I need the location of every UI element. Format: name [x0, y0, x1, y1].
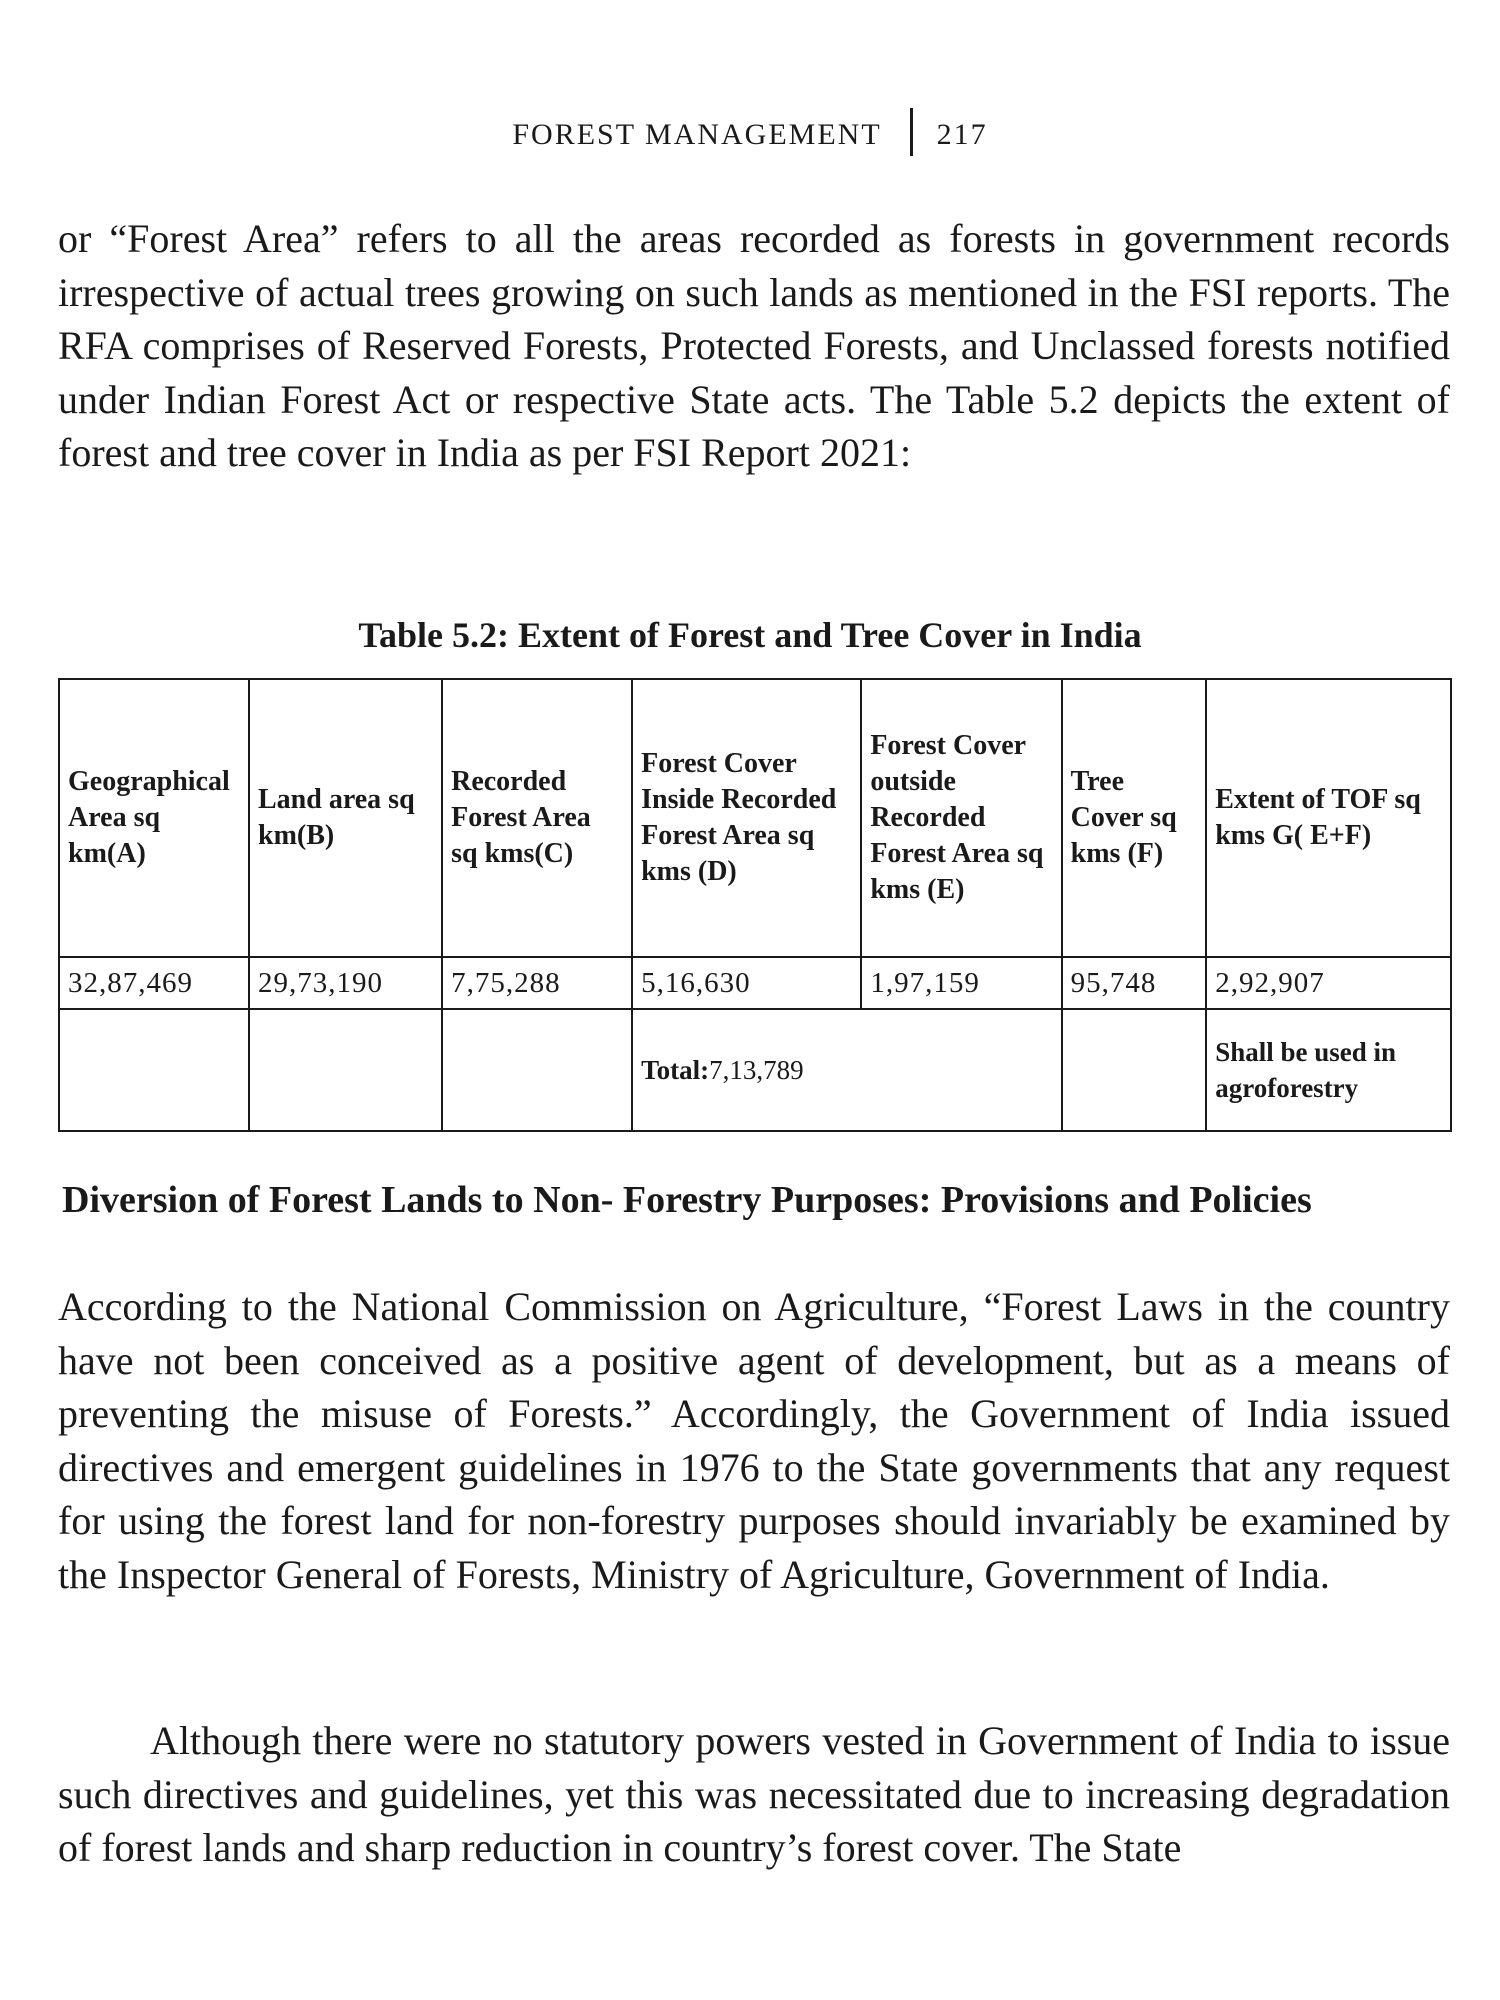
- value-forest-cover-inside: 5,16,630: [632, 957, 861, 1009]
- table-total-row: [59, 1009, 1451, 1131]
- running-head-divider: [910, 108, 913, 156]
- empty-cell: [442, 1009, 632, 1131]
- value-forest-cover-outside: 1,97,159: [861, 957, 1061, 1009]
- total-cell: [632, 1009, 1062, 1131]
- table-values-row: [59, 957, 1451, 1009]
- total-value: 7,13,789: [709, 1054, 804, 1085]
- header-tree-cover: Tree Cover sq kms (F): [1062, 679, 1207, 957]
- page-number: 217: [936, 118, 988, 151]
- value-land-area: 29,73,190: [249, 957, 442, 1009]
- running-head-title: FOREST MANAGEMENT: [512, 118, 882, 151]
- header-forest-cover-inside: Forest Cover Inside Recorded Forest Area sq kms (D): [632, 679, 861, 957]
- intro-paragraph: or “Forest Area” refers to all the areas recorded as forests in government records irrespective of actual trees growing on such lands as mentioned in the FSI reports. The RFA comprises of Reserved Forests, Protected Forests, and Unclassed forests notified under Indian Forest Act or respective State acts. The Table 5.2 depicts the extent of forest and tree cover in India as per FSI Report 2021:: [58, 216, 1450, 475]
- value-geographical-area: 32,87,469: [59, 957, 249, 1009]
- empty-cell: [249, 1009, 442, 1131]
- table-header-row: [59, 679, 1451, 957]
- commission-paragraph: According to the National Commission on Agriculture, “Forest Laws in the country have not been conceived as a positive agent of development, but as a means of preventing the misuse of Forests.” Accordingly, the Government of India issued directives and emergent guidelines in 1976 to the State governments that any request for using the forest land for non-forestry purposes should invariably be examined by the Inspector General of Forests, Ministry of Agriculture, Government of India.: [58, 1284, 1450, 1597]
- forest-cover-table: [58, 678, 1452, 1132]
- total-label: Total:: [641, 1054, 710, 1085]
- empty-cell: [59, 1009, 249, 1131]
- empty-cell: [1062, 1009, 1207, 1131]
- although-paragraph: Although there were no statutory powers vested in Government of India to issue such directives and guidelines, yet this was necessitated due to increasing degradation of forest lands and sharp reduction in country’s forest cover. The State: [58, 1718, 1450, 1870]
- header-recorded-forest-area: Recorded Forest Area sq kms(C): [442, 679, 632, 957]
- value-tree-cover: 95,748: [1062, 957, 1207, 1009]
- value-recorded-forest-area: 7,75,288: [442, 957, 632, 1009]
- running-head: [0, 108, 1500, 156]
- section-heading: Diversion of Forest Lands to Non- Forestry Purposes: Provisions and Policies: [62, 1179, 1312, 1221]
- value-extent-of-tof: 2,92,907: [1206, 957, 1451, 1009]
- header-geographical-area: Geographical Area sq km(A): [59, 679, 249, 957]
- agroforestry-note: Shall be used in agroforestry: [1206, 1009, 1451, 1131]
- header-extent-of-tof: Extent of TOF sq kms G( E+F): [1206, 679, 1451, 957]
- header-forest-cover-outside: Forest Cover outside Recorded Forest Area sq kms (E): [861, 679, 1061, 957]
- table-caption: Table 5.2: Extent of Forest and Tree Cover in India: [358, 615, 1142, 655]
- header-land-area: Land area sq km(B): [249, 679, 442, 957]
